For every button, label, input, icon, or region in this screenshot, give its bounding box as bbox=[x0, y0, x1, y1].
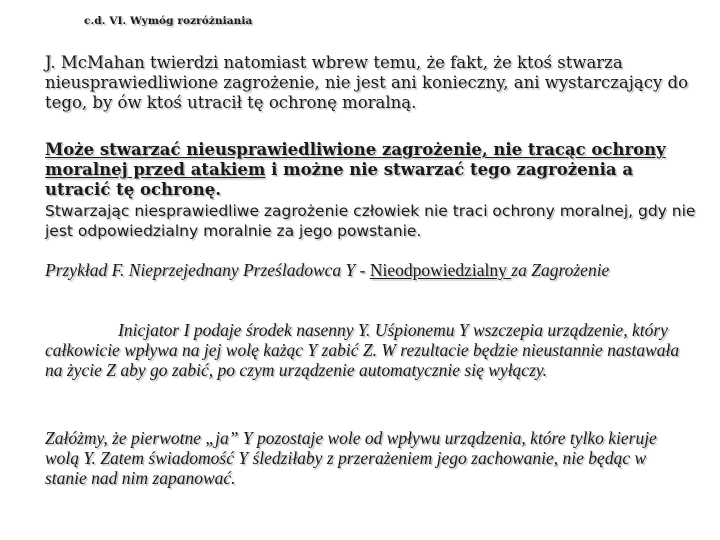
example-title-end: za Zagrożenie bbox=[511, 260, 610, 280]
paragraph-unjust-threat: Stwarzając niesprawiedliwe zagrożenie człowiek nie traci ochrony moralnej, gdy nie jest odpowiedzialny moralnie za jego powstanie. bbox=[45, 202, 696, 240]
slide-header: c.d. VI. Wymóg rozróżniania bbox=[84, 15, 253, 27]
example-title-underlined: Nieodpowiedzialny bbox=[369, 260, 512, 280]
paragraph-example-scenario: Inicjator I podaje środek nasenny Y. Uśpionemu Y wszczepia urządzenie, który całkowicie wpływa na jej wolę każąc Y zabić Z. W rezultacie będzie nieustannie nastawała na życie Z aby go zabić, po czym urządzenie automatycznie się wyłączy. bbox=[45, 320, 680, 380]
paragraph-example-title bbox=[45, 260, 705, 280]
paragraph-threat-without-loss bbox=[45, 140, 700, 200]
statement-continuation: i możne nie stwarzać tego zagrożenia a utracić tę ochronę. bbox=[45, 160, 634, 199]
paragraph-mcmahan-claim: J. McMahan twierdzi natomiast wbrew temu, że fakt, że ktoś stwarza nieusprawiedliwione zagrożenie, nie jest ani konieczny, ani wystarczający do tego, by ów ktoś utracił tę ochronę moralną. bbox=[45, 53, 689, 112]
underlined-statement: Może stwarzać nieusprawiedliwione zagrożenie, nie tracąc ochrony moralnej przed atakiem bbox=[45, 140, 666, 179]
example-title-start: Przykład F. Nieprzejednany Prześladowca Y - bbox=[45, 260, 370, 280]
paragraph-example-assumption: Załóżmy, że pierwotne „ja” Y pozostaje wole od wpływu urządzenia, które tylko kieruje wolą Y. Zatem świadomość Y śledziłaby z przerażeniem jego zachowanie, nie będąc w stanie nad nim zapanować. bbox=[45, 428, 657, 488]
